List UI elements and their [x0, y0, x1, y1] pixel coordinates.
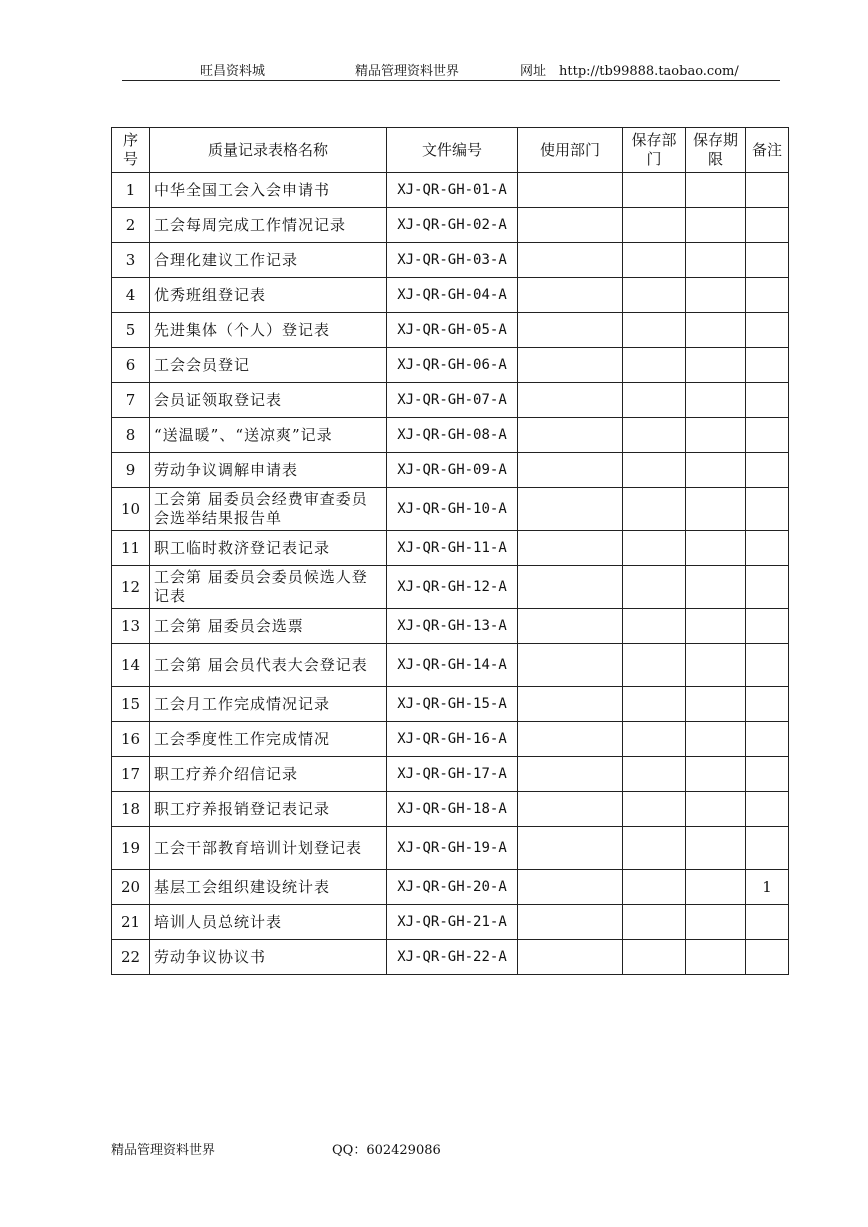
cell-file-code: XJ-QR-GH-01-A — [387, 173, 518, 208]
cell-seq: 19 — [112, 827, 150, 870]
cell-form-name: 培训人员总统计表 — [150, 905, 387, 940]
cell-form-name: 劳动争议协议书 — [150, 940, 387, 975]
table-row — [112, 531, 789, 566]
cell-form-name: 工会第 届委员会经费审查委员会选举结果报告单 — [150, 488, 387, 531]
cell-note — [746, 453, 789, 488]
table-row — [112, 488, 789, 531]
cell-seq: 5 — [112, 313, 150, 348]
cell-file-code: XJ-QR-GH-13-A — [387, 609, 518, 644]
cell-form-name: 劳动争议调解申请表 — [150, 453, 387, 488]
table-row — [112, 644, 789, 687]
cell-note — [746, 827, 789, 870]
cell-file-code: XJ-QR-GH-20-A — [387, 870, 518, 905]
cell-keep-dept — [623, 531, 686, 566]
cell-seq: 18 — [112, 792, 150, 827]
col-header-note: 备注 — [746, 128, 789, 173]
cell-keep-term — [686, 453, 746, 488]
table-header-row — [112, 128, 789, 173]
cell-file-code: XJ-QR-GH-14-A — [387, 644, 518, 687]
cell-seq: 21 — [112, 905, 150, 940]
cell-use-dept — [518, 566, 623, 609]
cell-use-dept — [518, 383, 623, 418]
cell-seq: 8 — [112, 418, 150, 453]
cell-keep-term — [686, 383, 746, 418]
cell-seq: 22 — [112, 940, 150, 975]
cell-form-name: “送温暖”、“送凉爽”记录 — [150, 418, 387, 453]
cell-seq: 2 — [112, 208, 150, 243]
cell-use-dept — [518, 870, 623, 905]
col-header-keep-term: 保存期限 — [686, 128, 746, 173]
cell-note — [746, 609, 789, 644]
cell-note — [746, 905, 789, 940]
col-header-use-dept: 使用部门 — [518, 128, 623, 173]
cell-file-code: XJ-QR-GH-18-A — [387, 792, 518, 827]
table-row — [112, 870, 789, 905]
cell-use-dept — [518, 313, 623, 348]
cell-use-dept — [518, 348, 623, 383]
cell-file-code: XJ-QR-GH-16-A — [387, 722, 518, 757]
cell-keep-dept — [623, 243, 686, 278]
cell-file-code: XJ-QR-GH-11-A — [387, 531, 518, 566]
cell-keep-term — [686, 208, 746, 243]
cell-note — [746, 566, 789, 609]
cell-form-name: 工会季度性工作完成情况 — [150, 722, 387, 757]
cell-keep-term — [686, 870, 746, 905]
header-divider — [122, 80, 780, 81]
cell-seq: 3 — [112, 243, 150, 278]
cell-use-dept — [518, 243, 623, 278]
cell-keep-dept — [623, 722, 686, 757]
cell-use-dept — [518, 609, 623, 644]
table-row — [112, 792, 789, 827]
table-row — [112, 278, 789, 313]
cell-keep-dept — [623, 687, 686, 722]
cell-note — [746, 243, 789, 278]
header-middle-text: 精品管理资料世界 — [355, 64, 460, 79]
cell-file-code: XJ-QR-GH-22-A — [387, 940, 518, 975]
cell-form-name: 工会第 届会员代表大会登记表 — [150, 644, 387, 687]
cell-seq: 17 — [112, 757, 150, 792]
cell-note — [746, 488, 789, 531]
cell-seq: 16 — [112, 722, 150, 757]
cell-keep-dept — [623, 792, 686, 827]
cell-seq: 1 — [112, 173, 150, 208]
cell-seq: 14 — [112, 644, 150, 687]
cell-keep-term — [686, 488, 746, 531]
cell-keep-term — [686, 792, 746, 827]
cell-note — [746, 722, 789, 757]
table-row — [112, 757, 789, 792]
cell-keep-dept — [623, 488, 686, 531]
cell-keep-dept — [623, 453, 686, 488]
cell-keep-dept — [623, 173, 686, 208]
cell-keep-term — [686, 757, 746, 792]
table-row — [112, 687, 789, 722]
cell-note — [746, 348, 789, 383]
cell-use-dept — [518, 208, 623, 243]
cell-note — [746, 278, 789, 313]
cell-use-dept — [518, 278, 623, 313]
cell-file-code: XJ-QR-GH-09-A — [387, 453, 518, 488]
cell-keep-term — [686, 531, 746, 566]
table-row — [112, 905, 789, 940]
cell-keep-dept — [623, 208, 686, 243]
table-row — [112, 566, 789, 609]
cell-form-name: 合理化建议工作记录 — [150, 243, 387, 278]
cell-keep-term — [686, 687, 746, 722]
cell-keep-term — [686, 418, 746, 453]
cell-use-dept — [518, 722, 623, 757]
cell-seq: 7 — [112, 383, 150, 418]
cell-form-name: 职工疗养报销登记表记录 — [150, 792, 387, 827]
cell-use-dept — [518, 644, 623, 687]
cell-note — [746, 757, 789, 792]
cell-file-code: XJ-QR-GH-07-A — [387, 383, 518, 418]
cell-note — [746, 531, 789, 566]
cell-use-dept — [518, 418, 623, 453]
table-row — [112, 453, 789, 488]
cell-use-dept — [518, 488, 623, 531]
table-row — [112, 383, 789, 418]
cell-use-dept — [518, 827, 623, 870]
cell-keep-dept — [623, 644, 686, 687]
cell-form-name: 会员证领取登记表 — [150, 383, 387, 418]
cell-use-dept — [518, 453, 623, 488]
table-row — [112, 173, 789, 208]
cell-use-dept — [518, 905, 623, 940]
cell-file-code: XJ-QR-GH-17-A — [387, 757, 518, 792]
cell-keep-term — [686, 609, 746, 644]
cell-file-code: XJ-QR-GH-08-A — [387, 418, 518, 453]
table-row — [112, 348, 789, 383]
header-website-text: 网址 http://tb99888.taobao.com/ — [520, 64, 739, 79]
cell-keep-dept — [623, 827, 686, 870]
cell-use-dept — [518, 531, 623, 566]
cell-keep-dept — [623, 383, 686, 418]
cell-keep-dept — [623, 757, 686, 792]
cell-use-dept — [518, 792, 623, 827]
cell-seq: 11 — [112, 531, 150, 566]
cell-file-code: XJ-QR-GH-06-A — [387, 348, 518, 383]
cell-file-code: XJ-QR-GH-19-A — [387, 827, 518, 870]
cell-seq: 4 — [112, 278, 150, 313]
table-row — [112, 609, 789, 644]
col-header-keep-dept: 保存部门 — [623, 128, 686, 173]
cell-keep-term — [686, 313, 746, 348]
cell-keep-term — [686, 644, 746, 687]
cell-note — [746, 418, 789, 453]
page-header — [0, 60, 868, 82]
col-header-code: 文件编号 — [387, 128, 518, 173]
footer-left-text: 精品管理资料世界 — [111, 1143, 216, 1158]
cell-keep-dept — [623, 870, 686, 905]
cell-seq: 10 — [112, 488, 150, 531]
table-row — [112, 827, 789, 870]
cell-note — [746, 383, 789, 418]
table-body — [112, 173, 789, 975]
cell-file-code: XJ-QR-GH-02-A — [387, 208, 518, 243]
cell-keep-dept — [623, 418, 686, 453]
cell-note — [746, 644, 789, 687]
cell-note — [746, 173, 789, 208]
cell-keep-term — [686, 278, 746, 313]
cell-seq: 12 — [112, 566, 150, 609]
cell-keep-term — [686, 827, 746, 870]
table-row — [112, 208, 789, 243]
cell-keep-term — [686, 566, 746, 609]
cell-form-name: 基层工会组织建设统计表 — [150, 870, 387, 905]
table-row — [112, 418, 789, 453]
cell-keep-term — [686, 243, 746, 278]
cell-file-code: XJ-QR-GH-15-A — [387, 687, 518, 722]
cell-note — [746, 313, 789, 348]
cell-form-name: 工会第 届委员会选票 — [150, 609, 387, 644]
cell-seq: 15 — [112, 687, 150, 722]
header-left-text: 旺昌资料城 — [200, 64, 266, 79]
quality-records-table — [111, 127, 789, 975]
cell-note — [746, 208, 789, 243]
cell-form-name: 工会干部教育培训计划登记表 — [150, 827, 387, 870]
col-header-seq: 序号 — [112, 128, 150, 173]
cell-keep-term — [686, 348, 746, 383]
cell-keep-term — [686, 173, 746, 208]
cell-use-dept — [518, 173, 623, 208]
cell-keep-term — [686, 905, 746, 940]
cell-seq: 6 — [112, 348, 150, 383]
cell-form-name: 工会月工作完成情况记录 — [150, 687, 387, 722]
cell-seq: 13 — [112, 609, 150, 644]
cell-note: 1 — [746, 870, 789, 905]
cell-form-name: 职工临时救济登记表记录 — [150, 531, 387, 566]
cell-keep-dept — [623, 566, 686, 609]
cell-note — [746, 940, 789, 975]
cell-use-dept — [518, 940, 623, 975]
cell-keep-dept — [623, 609, 686, 644]
cell-form-name: 工会会员登记 — [150, 348, 387, 383]
cell-keep-term — [686, 940, 746, 975]
cell-form-name: 中华全国工会入会申请书 — [150, 173, 387, 208]
cell-keep-dept — [623, 278, 686, 313]
cell-note — [746, 792, 789, 827]
cell-note — [746, 687, 789, 722]
footer-qq-text: QQ：602429086 — [332, 1143, 441, 1158]
cell-use-dept — [518, 687, 623, 722]
table-row — [112, 243, 789, 278]
cell-keep-term — [686, 722, 746, 757]
cell-keep-dept — [623, 905, 686, 940]
cell-form-name: 先进集体（个人）登记表 — [150, 313, 387, 348]
cell-form-name: 工会第 届委员会委员候选人登记表 — [150, 566, 387, 609]
table-row — [112, 313, 789, 348]
cell-keep-dept — [623, 313, 686, 348]
cell-file-code: XJ-QR-GH-03-A — [387, 243, 518, 278]
cell-seq: 9 — [112, 453, 150, 488]
cell-form-name: 工会每周完成工作情况记录 — [150, 208, 387, 243]
cell-file-code: XJ-QR-GH-12-A — [387, 566, 518, 609]
cell-file-code: XJ-QR-GH-05-A — [387, 313, 518, 348]
cell-file-code: XJ-QR-GH-10-A — [387, 488, 518, 531]
col-header-name: 质量记录表格名称 — [150, 128, 387, 173]
table-row — [112, 940, 789, 975]
cell-keep-dept — [623, 940, 686, 975]
cell-keep-dept — [623, 348, 686, 383]
cell-use-dept — [518, 757, 623, 792]
table-row — [112, 722, 789, 757]
cell-file-code: XJ-QR-GH-21-A — [387, 905, 518, 940]
cell-form-name: 职工疗养介绍信记录 — [150, 757, 387, 792]
cell-form-name: 优秀班组登记表 — [150, 278, 387, 313]
cell-file-code: XJ-QR-GH-04-A — [387, 278, 518, 313]
cell-seq: 20 — [112, 870, 150, 905]
